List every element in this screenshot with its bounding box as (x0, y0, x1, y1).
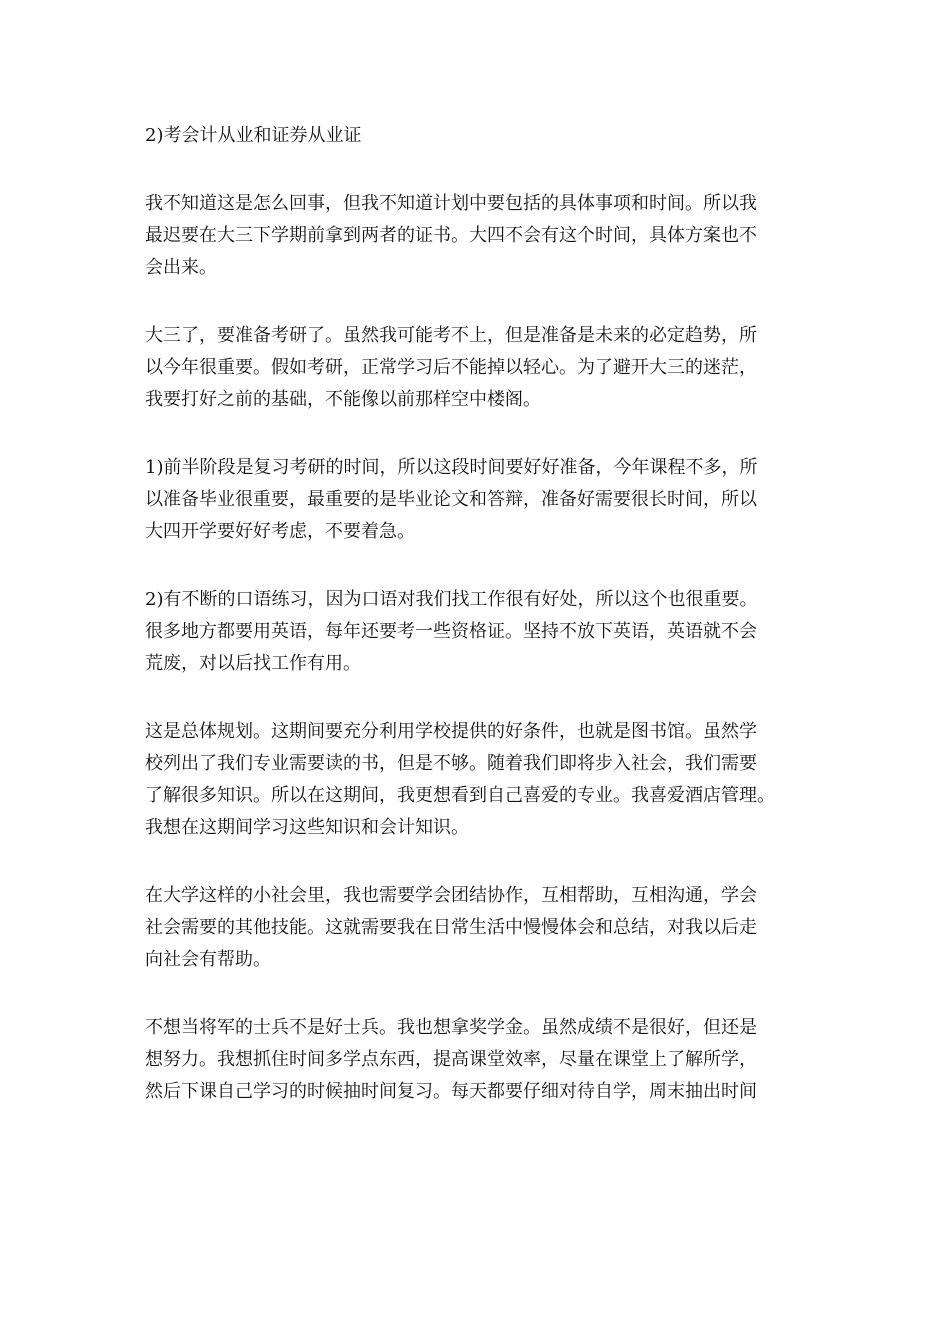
paragraph (145, 880, 805, 976)
paragraph (145, 120, 805, 152)
text-line: 大四开学要好好考虑，不要着急。 (145, 521, 415, 542)
text-line: 不想当将军的士兵不是好士兵。我也想拿奖学金。虽然成绩不是很好，但还是 (145, 1017, 757, 1038)
text-line: 我不知道这是怎么回事，但我不知道计划中要包括的具体事项和时间。所以我 (145, 193, 757, 214)
document-page (145, 120, 805, 1144)
text-line: 荒废，对以后找工作有用。 (145, 653, 361, 674)
text-line: 想努力。我想抓住时间多学点东西，提高课堂效率，尽量在课堂上了解所学， (145, 1049, 757, 1070)
text-line: 以准备毕业很重要，最重要的是毕业论文和答辩，准备好需要很长时间，所以 (145, 489, 757, 510)
text-line: 然后下课自己学习的时候抽时间复习。每天都要仔细对待自学，周末抽出时间 (145, 1081, 757, 1102)
text-line: 以今年很重要。假如考研，正常学习后不能掉以轻心。为了避开大三的迷茫， (145, 357, 757, 378)
text-line: 最迟要在大三下学期前拿到两者的证书。大四不会有这个时间，具体方案也不 (145, 225, 757, 246)
paragraph (145, 452, 805, 548)
paragraph (145, 716, 805, 844)
paragraph (145, 1012, 805, 1108)
text-line: 2)考会计从业和证券从业证 (145, 125, 362, 146)
text-line: 校列出了我们专业需要读的书，但是不够。随着我们即将步入社会，我们需要 (145, 753, 757, 774)
text-line: 了解很多知识。所以在这期间，我更想看到自己喜爱的专业。我喜爱酒店管理。 (145, 785, 775, 806)
text-line: 很多地方都要用英语，每年还要考一些资格证。坚持不放下英语，英语就不会 (145, 621, 757, 642)
text-line: 1)前半阶段是复习考研的时间，所以这段时间要好好准备，今年课程不多，所 (145, 457, 758, 478)
paragraph (145, 320, 805, 416)
paragraph (145, 584, 805, 680)
text-line: 2)有不断的口语练习，因为口语对我们找工作很有好处，所以这个也很重要。 (145, 589, 758, 610)
text-line: 社会需要的其他技能。这就需要我在日常生活中慢慢体会和总结，对我以后走 (145, 917, 757, 938)
text-line: 在大学这样的小社会里，我也需要学会团结协作，互相帮助，互相沟通，学会 (145, 885, 757, 906)
paragraph (145, 188, 805, 284)
text-line: 这是总体规划。这期间要充分利用学校提供的好条件，也就是图书馆。虽然学 (145, 721, 757, 742)
text-line: 会出来。 (145, 257, 217, 278)
text-line: 我要打好之前的基础，不能像以前那样空中楼阁。 (145, 389, 541, 410)
text-line: 大三了，要准备考研了。虽然我可能考不上，但是准备是未来的必定趋势，所 (145, 325, 757, 346)
text-line: 向社会有帮助。 (145, 949, 271, 970)
text-line: 我想在这期间学习这些知识和会计知识。 (145, 817, 469, 838)
